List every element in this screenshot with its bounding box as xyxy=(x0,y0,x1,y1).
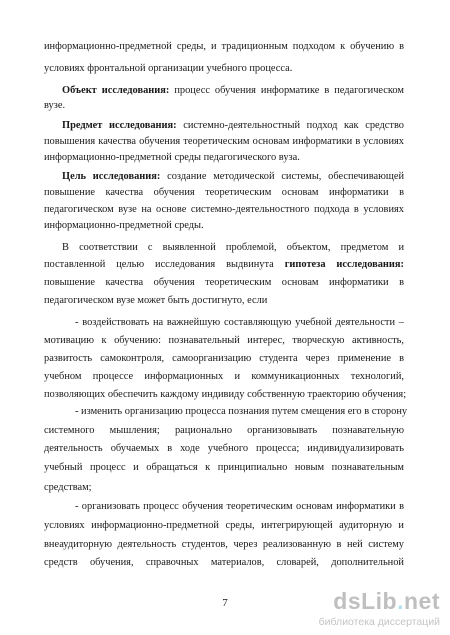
goal-text: создание методической системы, обеспечивающей xyxy=(160,171,405,182)
text-line: педагогическом вузе может быть достигнуто, если xyxy=(44,295,268,306)
page-number: 7 xyxy=(222,597,228,609)
subject-label: Предмет исследования: xyxy=(62,120,177,131)
text-line: информационно-предметной среды. xyxy=(44,220,204,231)
list-item-line: - изменить организацию процесса познания путем смещения его в сторону xyxy=(75,406,408,417)
text-line: системного мышления; рационально организовывать познавательную xyxy=(44,425,404,436)
text-line: средствам; xyxy=(44,482,92,493)
text-line: условиях фронтальной организации учебного процесса. xyxy=(44,63,293,74)
text-line: деятельность обучаемых в ходе учебного процесса; индивидуализировать xyxy=(44,443,404,454)
text-line: педагогическом вузе на основе системно-деятельностного подхода в условиях xyxy=(44,204,404,215)
watermark-logo-main: dsLib xyxy=(333,588,398,614)
watermark-logo xyxy=(333,588,440,615)
watermark-logo-tld: net xyxy=(404,588,440,614)
text-line: средств обучения, справочных материалов, словарей, дополнительной xyxy=(44,557,404,568)
object-line xyxy=(62,84,404,98)
watermark-logo-dot: . xyxy=(397,588,404,614)
object-label: Объект исследования: xyxy=(62,85,170,96)
subject-text: системно-деятельностный подход как средство xyxy=(176,120,404,131)
hypothesis-line xyxy=(44,258,404,272)
object-text: процесс обучения информатике в педагогическом xyxy=(169,85,404,96)
text-line: учебный процесс и обращаться к принципиально новым познавательным xyxy=(44,462,404,473)
text-line: повышение качества обучения теоретическим основам информатики в xyxy=(44,187,404,198)
watermark xyxy=(318,588,440,630)
list-item-line: - воздействовать на важнейшую составляющую учебной деятельности – xyxy=(75,317,404,328)
text-line: развитость самоконтроля, самоорганизацию студента через применение в xyxy=(44,353,404,364)
goal-line xyxy=(62,170,404,184)
goal-label: Цель исследования: xyxy=(62,171,161,182)
text-line: позволяющих обеспечить каждому индивиду собственную траекторию обучения; xyxy=(44,389,407,400)
text-line: В соответствии с выявленной проблемой, объектом, предметом и xyxy=(62,242,404,253)
text-line: информационно-предметной среды педагогического вуза. xyxy=(44,152,300,163)
text-line: повышение качества обучения теоретическим основам информатики в xyxy=(44,277,404,288)
text-line: внеаудиторную деятельность студентов, через реализованную в ней систему xyxy=(44,539,404,550)
watermark-subtitle: библиотека диссертаций xyxy=(318,616,440,628)
text-line: условиях информационно-предметной среды, интегрирующей аудиторную и xyxy=(44,520,404,531)
text-line: информационно-предметной среды, и традиционным подходом к обучению в xyxy=(44,41,404,52)
hypothesis-text: поставленной целью исследования выдвинута xyxy=(44,259,285,270)
hypothesis-label: гипотеза исследования: xyxy=(284,259,404,270)
text-line: повышения качества обучения теоретическим основам информатики в условиях xyxy=(44,136,404,147)
text-line: мотивацию к обучению: познавательный интерес, творческую активность, xyxy=(44,335,404,346)
list-item-line: - организовать процесс обучения теоретическим основам информатики в xyxy=(75,501,404,512)
text-line: учебном процессе информационных и коммуникационных технологий, xyxy=(44,371,404,382)
subject-line xyxy=(62,119,404,133)
text-line: вузе. xyxy=(44,100,66,111)
